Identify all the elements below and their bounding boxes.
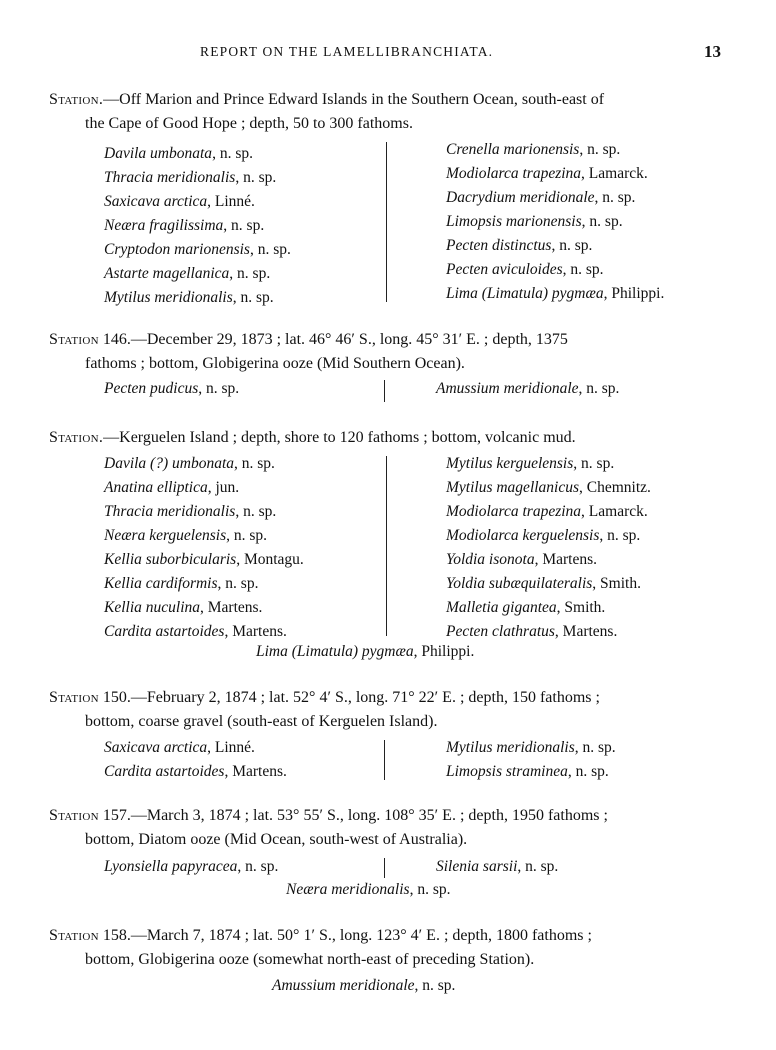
species-entry: Cardita astartoides, Martens.	[104, 623, 287, 640]
species-entry: Pecten pudicus, n. sp.	[104, 380, 240, 397]
species-list-left	[104, 377, 239, 401]
station-label: Station	[49, 689, 99, 706]
species-entry: Pecten clathratus, Martens.	[446, 623, 618, 640]
species-entry-centered: Amussium meridionale, n. sp.	[272, 977, 456, 994]
station-heading	[49, 426, 729, 450]
species-entry: Malletia gigantea, Smith.	[446, 599, 606, 616]
species-entry: Davila (?) umbonata, n. sp.	[104, 455, 275, 472]
species-entry: Yoldia isonota, Martens.	[446, 551, 598, 568]
species-entry: Limopsis marionensis, n. sp.	[446, 213, 623, 230]
station-text: 146.—December 29, 1873 ; lat. 46° 46′ S., long. 45° 31′ E. ; depth, 1375	[98, 331, 568, 348]
species-list-left	[104, 855, 278, 879]
species-list-right	[436, 855, 558, 879]
column-divider	[384, 858, 385, 878]
species-list-right	[446, 138, 664, 306]
species-entry: Crenella marionensis, n. sp.	[446, 141, 621, 158]
station-text: 150.—February 2, 1874 ; lat. 52° 4′ S., long. 71° 22′ E. ; depth, 150 fathoms ;	[98, 689, 600, 706]
species-entry: Modiolarca trapezina, Lamarck.	[446, 503, 648, 520]
column-divider	[386, 456, 387, 636]
species-list-left	[104, 452, 304, 644]
station-text: —Kerguelen Island ; depth, shore to 120 fathoms ; bottom, volcanic mud.	[103, 429, 576, 446]
station-heading	[49, 88, 729, 136]
species-entry: Pecten distinctus, n. sp.	[446, 237, 593, 254]
species-entry: Silenia sarsii, n. sp.	[436, 858, 559, 875]
species-entry: Kellia nuculina, Martens.	[104, 599, 263, 616]
station-text: 157.—March 3, 1874 ; lat. 53° 55′ S., long. 108° 35′ E. ; depth, 1950 fathoms ;	[98, 807, 608, 824]
species-entry: Mytilus kerguelensis, n. sp.	[446, 455, 615, 472]
species-entry: Saxicava arctica, Linné.	[104, 739, 255, 756]
station-label: Station	[49, 807, 99, 824]
species-entry: Amussium meridionale, n. sp.	[436, 380, 620, 397]
species-entry: Neæra kerguelensis, n. sp.	[104, 527, 268, 544]
species-entry: Thracia meridionalis, n. sp.	[104, 169, 277, 186]
station-label: Station.	[49, 429, 104, 446]
species-entry: Limopsis straminea, n. sp.	[446, 763, 609, 780]
species-entry-centered: Lima (Limatula) pygmæa, Philippi.	[256, 643, 475, 660]
species-entry: Cardita astartoides, Martens.	[104, 763, 287, 780]
station-text-continued: bottom, coarse gravel (south-east of Kerguelen Island).	[85, 713, 438, 730]
species-entry: Neæra fragilissima, n. sp.	[104, 217, 265, 234]
station-heading	[49, 328, 729, 376]
species-entry: Kellia suborbicularis, Montagu.	[104, 551, 304, 568]
species-entry: Mytilus meridionalis, n. sp.	[446, 739, 616, 756]
species-entry: Dacrydium meridionale, n. sp.	[446, 189, 636, 206]
station-label: Station	[49, 927, 99, 944]
station-text-continued: fathoms ; bottom, Globigerina ooze (Mid Southern Ocean).	[85, 355, 465, 372]
species-list-left	[104, 142, 291, 310]
page-number: 13	[704, 42, 721, 61]
station-text-continued: bottom, Globigerina ooze (somewhat north-east of preceding Station).	[85, 951, 535, 968]
species-entry: Mytilus magellanicus, Chemnitz.	[446, 479, 651, 496]
species-entry: Kellia cardiformis, n. sp.	[104, 575, 259, 592]
column-divider	[386, 142, 387, 302]
species-entry: Pecten aviculoides, n. sp.	[446, 261, 604, 278]
species-entry: Astarte magellanica, n. sp.	[104, 265, 271, 282]
station-text-continued: bottom, Diatom ooze (Mid Ocean, south-west of Australia).	[85, 831, 468, 848]
station-heading	[49, 804, 729, 852]
column-divider	[384, 740, 385, 780]
station-heading	[49, 924, 729, 972]
station-text: —Off Marion and Prince Edward Islands in the Southern Ocean, south-east of	[103, 91, 605, 108]
species-list-right	[436, 377, 619, 401]
running-title: REPORT ON THE LAMELLIBRANCHIATA.	[200, 44, 494, 59]
column-divider	[384, 380, 385, 402]
species-entry: Cryptodon marionensis, n. sp.	[104, 241, 291, 258]
species-entry: Yoldia subæquilateralis, Smith.	[446, 575, 641, 592]
species-entry: Saxicava arctica, Linné.	[104, 193, 255, 210]
species-entry: Modiolarca kerguelensis, n. sp.	[446, 527, 641, 544]
species-entry: Modiolarca trapezina, Lamarck.	[446, 165, 648, 182]
species-entry: Davila umbonata, n. sp.	[104, 145, 253, 162]
station-heading	[49, 686, 729, 734]
station-label: Station	[49, 331, 99, 348]
species-entry: Mytilus meridionalis, n. sp.	[104, 289, 274, 306]
species-list-right	[446, 452, 651, 644]
station-text: 158.—March 7, 1874 ; lat. 50° 1′ S., long. 123° 4′ E. ; depth, 1800 fathoms ;	[98, 927, 592, 944]
species-entry-centered: Neæra meridionalis, n. sp.	[286, 881, 451, 898]
species-list-right	[446, 736, 616, 784]
species-entry: Thracia meridionalis, n. sp.	[104, 503, 277, 520]
station-text-continued: the Cape of Good Hope ; depth, 50 to 300 fathoms.	[85, 115, 413, 132]
species-entry: Lima (Limatula) pygmæa, Philippi.	[446, 285, 665, 302]
species-list-left	[104, 736, 287, 784]
species-entry: Anatina elliptica, jun.	[104, 479, 240, 496]
station-label: Station.	[49, 91, 104, 108]
species-entry: Lyonsiella papyracea, n. sp.	[104, 858, 279, 875]
